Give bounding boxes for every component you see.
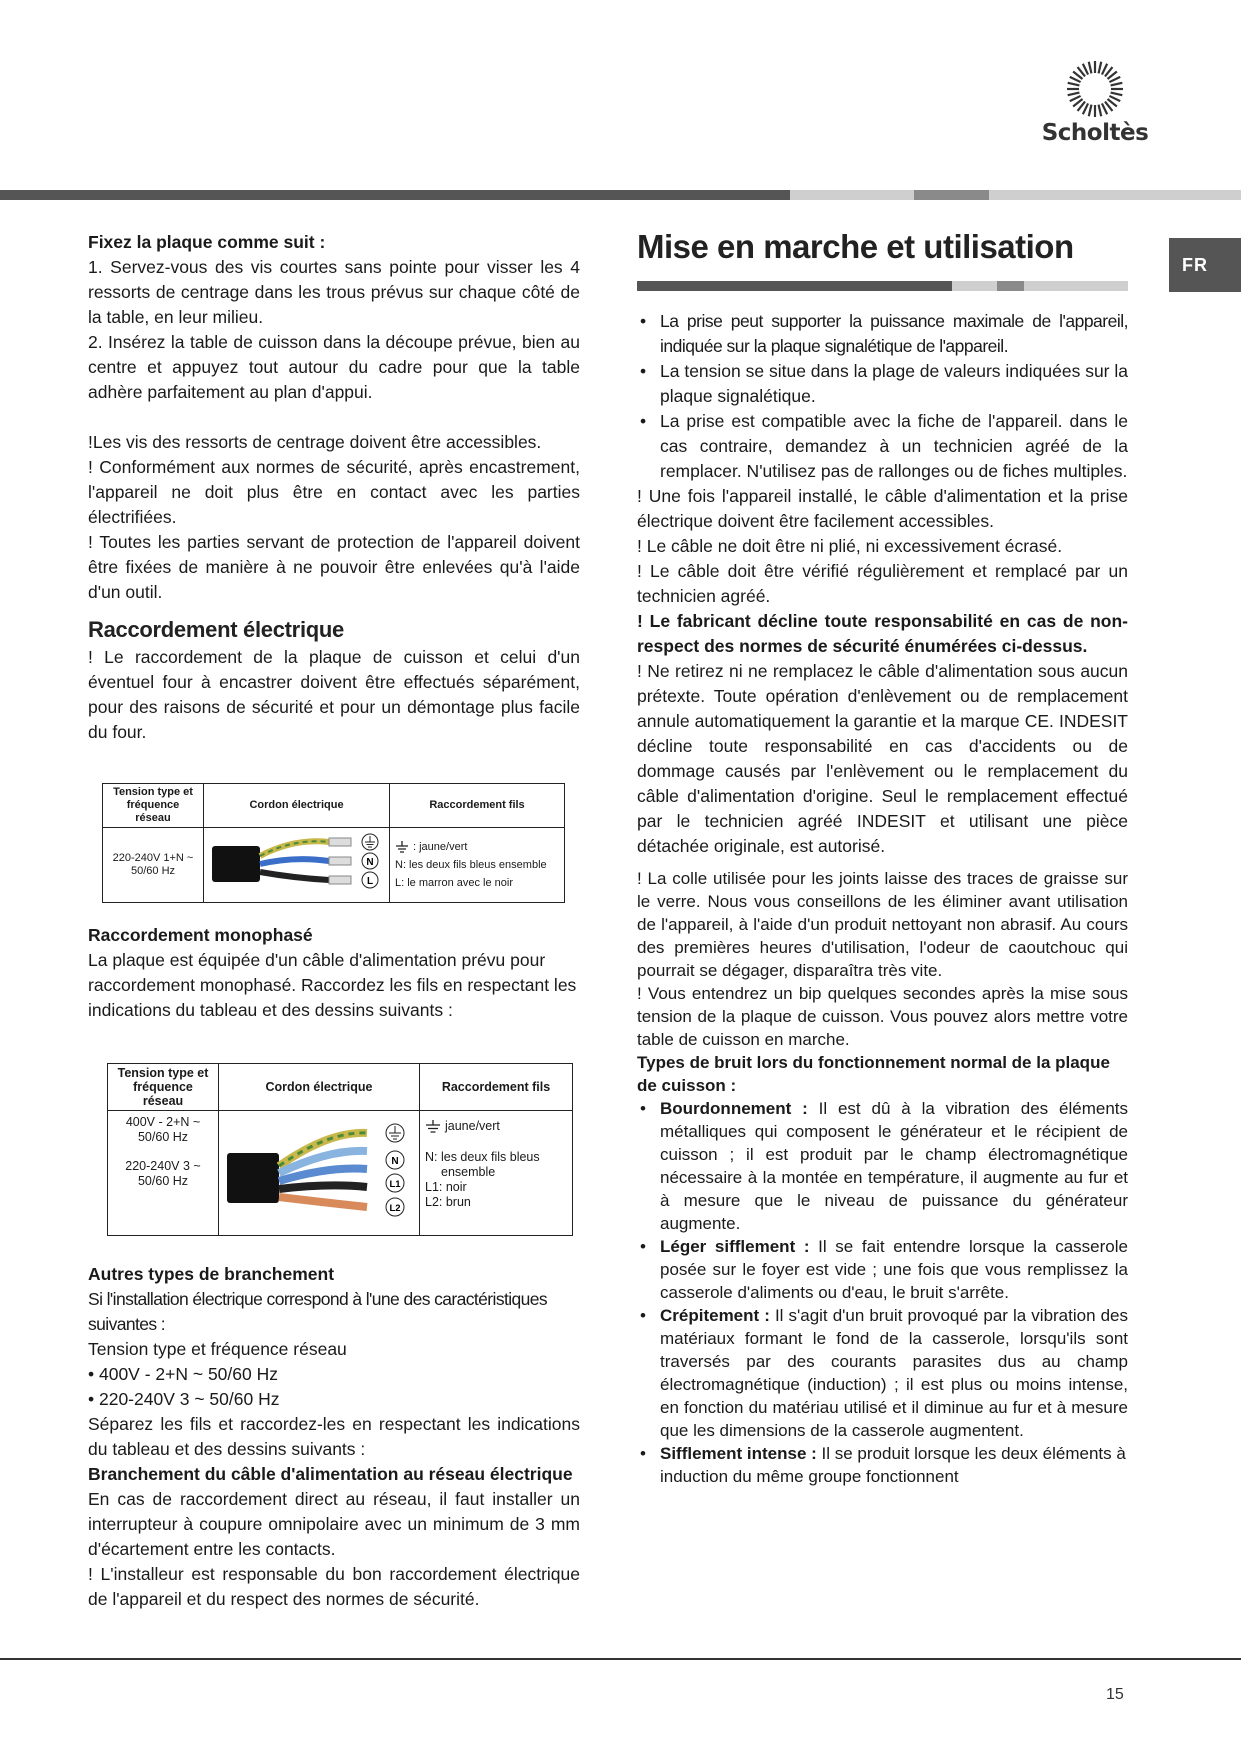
- sunburst-ray: [1083, 64, 1088, 75]
- brand-logo: [1030, 58, 1160, 146]
- table-header: Tension type et fréquence réseau: [108, 1064, 219, 1111]
- legend-text: L2: brun: [425, 1195, 471, 1209]
- other-intro: Si l'installation électrique correspond à l'une des caractéristiques suivantes :: [88, 1289, 548, 1334]
- footer-rule: [0, 1658, 1241, 1660]
- mono-text: La plaque est équipée d'un câble d'alimentation prévu pour raccordement monophasé. Raccordez les fils en respectant les indications du tableau et des dessins suivants :: [88, 950, 577, 1020]
- mono-heading: Raccordement monophasé: [88, 925, 313, 945]
- warning-text: !Les vis des ressorts de centrage doivent être accessibles.: [88, 432, 542, 452]
- table-header: Cordon électrique: [219, 1064, 420, 1111]
- list-item: [637, 1097, 1128, 1235]
- glue-text: ! La colle utilisée pour les joints laisse des traces de graisse sur le verre. Nous vous conseillons de les éliminer avant utilisation de l'appareil, à l'aide d'un produit nettoyant non abrasif. Au cours des premières heures d'utilisation, l'odeur de caoutchouc qui pourrait se dégager, disparaîtra très vite.: [637, 869, 1128, 980]
- terminal-label: L1: [389, 1179, 401, 1190]
- legend-text: jaune/vert: [445, 1119, 500, 1133]
- table-header: Raccordement fils: [390, 784, 565, 828]
- fix-step: 1. Servez-vous des vis courtes sans pointe pour visser les 4 ressorts de centrage dans les trous prévus sur chaque côté de la table, en leur milieu.: [88, 257, 580, 327]
- electrical-heading: Raccordement électrique: [88, 617, 344, 642]
- warning-text: ! Ne retirez ni ne remplacez le câble d'alimentation sous aucun prétexte. Toute opération d'enlèvement ou de remplacement annule automatiquement la garantie et la marque CE. INDESIT décline toute responsabilité en cas d'accidents ou de dommage causés par l'enlèvement ou le remplacement du câble d'alimentation d'origine. Seul le remplacement effectué par le technicien agréé INDESIT et utilisant une pièce détachée originale, est autorisé.: [637, 661, 1128, 856]
- warning-text: ! Une fois l'appareil installé, le câble d'alimentation et la prise électrique doivent être facilement accessibles.: [637, 486, 1128, 531]
- cable-heading: Branchement du câble d'alimentation au réseau électrique: [88, 1464, 573, 1484]
- sunburst-logo-icon: [1064, 58, 1126, 120]
- sunburst-ray: [1102, 103, 1107, 114]
- table-header: Raccordement fils: [420, 1064, 573, 1111]
- other-item: • 220-240V 3 ~ 50/60 Hz: [88, 1389, 280, 1409]
- language-tab[interactable]: FR: [1169, 238, 1241, 292]
- legend-text: L: le marron avec le noir: [395, 876, 513, 889]
- noise-text: Il se fait entendre lorsque la casserole posée sur le foyer est vide ; une fois que vous remplissez la casserole d'aliments ou d'eau, le bruit s'arrête.: [660, 1237, 1128, 1302]
- terminal-label: N: [366, 857, 374, 868]
- brand-name: Scholtès: [1041, 120, 1149, 146]
- sunburst-ray: [1109, 96, 1120, 101]
- other-label: Tension type et fréquence réseau: [88, 1339, 347, 1359]
- voltage-cell: [108, 1111, 219, 1236]
- table-header: Tension type et fréquence réseau: [103, 784, 204, 828]
- fix-heading: Fixez la plaque comme suit :: [88, 232, 326, 252]
- warning-text: ! Conformément aux normes de sécurité, après encastrement, l'appareil ne doit plus être en contact avec les parties électrifiées.: [88, 457, 580, 527]
- sunburst-ray: [1068, 93, 1080, 96]
- sunburst-ray: [1070, 96, 1081, 101]
- noise-list: [637, 1097, 1128, 1488]
- legend-text: : jaune/vert: [413, 840, 468, 853]
- legend-text: ensemble: [441, 1165, 496, 1179]
- noise-heading: Types de bruit lors du fonctionnement normal de la plaque de cuisson :: [637, 1053, 1110, 1095]
- list-item: • La prise peut supporter la puissance maximale de l'appareil, indiquée sur la plaque signalétique de l'appareil.: [637, 309, 1128, 359]
- electrical-text: ! Le raccordement de la plaque de cuisson et celui d'un éventuel four à encastrer doivent être effectués séparément, pour des raisons de sécurité et pour un démontage plus facile du four.: [88, 647, 580, 742]
- warning-bold: ! Le fabricant décline toute responsabilité en cas de non-respect des normes de sécurité énumérées ci-dessus.: [637, 611, 1128, 656]
- list-item: [637, 1235, 1128, 1304]
- sunburst-ray: [1083, 103, 1088, 114]
- sunburst-ray: [1070, 77, 1081, 82]
- sunburst-ray: [1099, 105, 1102, 117]
- terminal-label: L: [366, 876, 374, 887]
- cable-diagram-icon: [219, 1111, 419, 1231]
- terminal-label: L2: [389, 1203, 401, 1214]
- sunburst-ray: [1111, 93, 1123, 96]
- earth-icon: [395, 841, 409, 853]
- voltage-text: 400V - 2+N ~ 50/60 Hz: [125, 1115, 201, 1144]
- noise-term: Sifflement intense :: [660, 1444, 817, 1463]
- warning-text: ! Le câble doit être vérifié régulièrement et remplacé par un technicien agréé.: [637, 561, 1128, 606]
- sunburst-ray: [1102, 64, 1107, 75]
- legend-cell: [390, 828, 565, 903]
- warning-text: ! Toutes les parties servant de protection de l'appareil doivent être fixées de manière à ne pouvoir être enlevées qu'à l'aide d'un outil.: [88, 532, 580, 602]
- sunburst-ray: [1099, 62, 1102, 74]
- legend-text: N: les deux fils bleus: [425, 1150, 540, 1164]
- title-bar: [637, 281, 1128, 291]
- left-column: [88, 230, 580, 1612]
- wiring-table-single: [102, 783, 565, 903]
- sunburst-ray: [1068, 83, 1080, 86]
- legend-text: N: les deux fils bleus ensemble: [395, 858, 547, 871]
- sunburst-ray: [1111, 83, 1123, 86]
- other-item: • 400V - 2+N ~ 50/60 Hz: [88, 1364, 278, 1384]
- noise-text: Il se produit lorsque les deux éléments à induction du même groupe fonctionnent: [660, 1444, 1126, 1486]
- legend-text: L1: noir: [425, 1180, 467, 1194]
- sunburst-ray: [1089, 105, 1092, 117]
- cable-diagram-icon: [204, 828, 389, 898]
- other-heading: Autres types de branchement: [88, 1264, 335, 1284]
- noise-text: Il s'agit d'un bruit provoqué par la vibration des matériaux formant le fond de la casserole, lorsqu'ils sont traversés par des courants parasites dus au champ électromagnétique (induction) ; il est plus ou moins intense, en fonction du matériau utilisé et il diminue au fur et à mesure que les dimensions de la casserole augmentent.: [660, 1306, 1129, 1440]
- list-item: [637, 1304, 1128, 1442]
- cable-cell: [204, 828, 390, 903]
- list-item: [637, 1442, 1128, 1488]
- cable-text: En cas de raccordement direct au réseau, il faut installer un interrupteur à coupure omnipolaire avec un minimum de 3 mm d'écartement entre les contacts.: [88, 1489, 580, 1559]
- voltage-text: 220-240V 3 ~ 50/60 Hz: [125, 1159, 201, 1188]
- noise-text: Il est dû à la vibration des éléments métalliques qui composent le générateur et le récipient de cuisson ; il est produit par le champ électromagnétique nécessaire à la montée en température, il augmente au fur et à mesure que le niveau de puissance du générateur augmente.: [660, 1099, 1128, 1233]
- terminal-label: N: [391, 1156, 399, 1167]
- list-item: • La tension se situe dans la plage de valeurs indiquées sur la plaque signalétique.: [637, 359, 1128, 409]
- legend-cell: [420, 1111, 573, 1236]
- list-item: • La prise est compatible avec la fiche de l'appareil. dans le cas contraire, demandez à un technicien agréé de la remplacer. N'utilisez pas de rallonges ou de fiches multiples.: [637, 409, 1128, 484]
- bip-text: ! Vous entendrez un bip quelques secondes après la mise sous tension de la plaque de cuisson. Vous pouvez alors mettre votre table de cuisson en marche.: [637, 984, 1128, 1049]
- right-column: [637, 230, 1128, 1488]
- wiring-table-multi: [107, 1063, 573, 1236]
- requirements-list: [637, 309, 1128, 484]
- earth-icon: [425, 1120, 441, 1133]
- installer-text: ! L'installeur est responsable du bon raccordement électrique de l'appareil et du respect des normes de sécurité.: [88, 1564, 580, 1609]
- sunburst-ray: [1109, 77, 1120, 82]
- page-number: 15: [1106, 1686, 1124, 1703]
- sunburst-ray: [1089, 62, 1092, 74]
- warning-text: ! Le câble ne doit être ni plié, ni excessivement écrasé.: [637, 536, 1063, 556]
- noise-term: Bourdonnement :: [660, 1099, 808, 1118]
- noise-term: Crépitement :: [660, 1306, 770, 1325]
- page-title: Mise en marche et utilisation: [637, 228, 1074, 265]
- fix-step: 2. Insérez la table de cuisson dans la découpe prévue, bien au centre et appuyez tout autour du cadre pour que la table adhère parfaitement au plan d'appui.: [88, 332, 580, 402]
- cable-cell: [219, 1111, 420, 1236]
- noise-term: Léger sifflement :: [660, 1237, 810, 1256]
- table-header: Cordon électrique: [204, 784, 390, 828]
- other-text: Séparez les fils et raccordez-les en respectant les indications du tableau et des dessins suivants :: [88, 1414, 580, 1459]
- voltage-cell: 220-240V 1+N ~ 50/60 Hz: [103, 828, 204, 903]
